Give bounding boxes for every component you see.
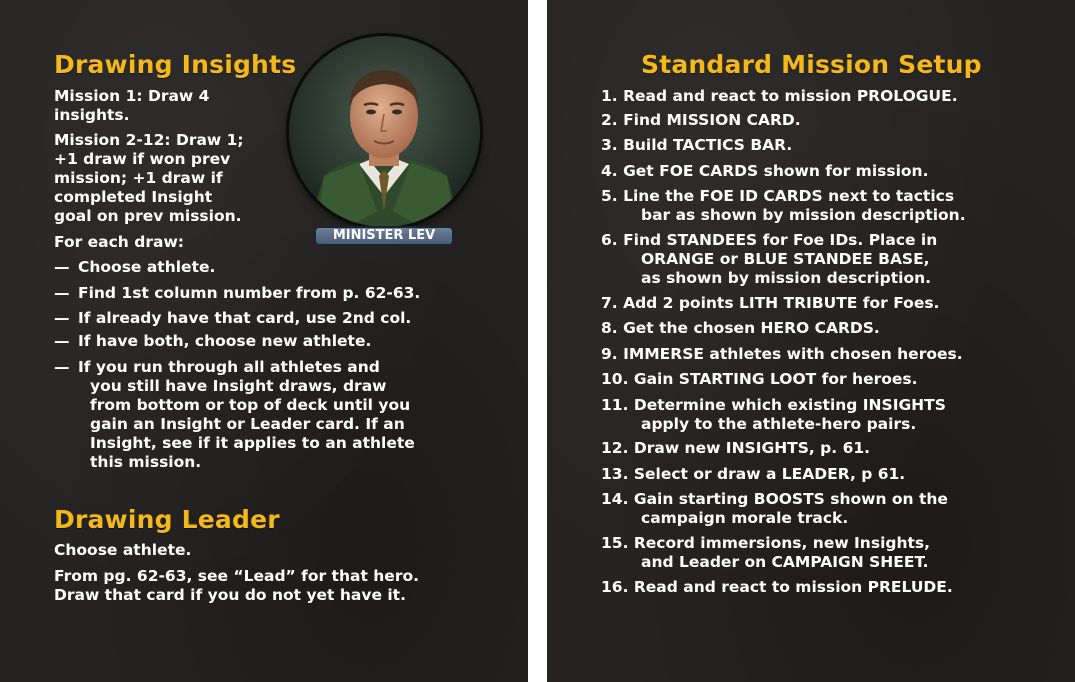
dash-marker: — — [54, 332, 70, 350]
list-item-text: from bottom or top of deck until you — [90, 396, 411, 414]
step-text: 12. Draw new INSIGHTS, p. 61. — [601, 439, 871, 457]
left-card — [0, 0, 528, 682]
standard-mission-setup-heading: Standard Mission Setup — [641, 50, 982, 79]
leader-line1: Choose athlete. — [54, 541, 192, 559]
list-item-text: If already have that card, use 2nd col. — [78, 309, 412, 327]
mission2-line4: completed Insight — [54, 188, 213, 206]
step-text: 9. IMMERSE athletes with chosen heroes. — [601, 345, 963, 363]
step-text: 4. Get FOE CARDS shown for mission. — [601, 162, 929, 180]
list-item-text: gain an Insight or Leader card. If an — [90, 415, 405, 433]
for-each-draw: For each draw: — [54, 233, 184, 251]
setup-step-3 — [601, 136, 1071, 155]
list-item — [54, 284, 514, 303]
setup-step-16 — [601, 578, 1071, 597]
step-text: 15. Record immersions, new Insights, — [601, 534, 931, 552]
leader-line3: Draw that card if you do not yet have it. — [54, 586, 406, 604]
mission2-line3: mission; +1 draw if — [54, 169, 223, 187]
dash-marker: — — [54, 309, 70, 327]
setup-step-13 — [601, 465, 1071, 484]
dash-marker: — — [54, 358, 70, 376]
setup-step-2 — [601, 111, 1071, 130]
step-text: apply to the athlete-hero pairs. — [641, 415, 917, 433]
step-text: 14. Gain starting BOOSTS shown on the — [601, 490, 948, 508]
mission1-line2: insights. — [54, 106, 130, 124]
setup-step-6 — [601, 231, 1071, 288]
right-card — [547, 0, 1075, 682]
list-item-text: If have both, choose new athlete. — [78, 332, 372, 350]
drawing-insights-heading: Drawing Insights — [54, 50, 297, 79]
leader-line2: From pg. 62-63, see “Lead” for that hero. — [54, 567, 419, 585]
setup-step-5 — [601, 187, 1071, 225]
step-text: campaign morale track. — [641, 509, 849, 527]
mission1-line1: Mission 1: Draw 4 — [54, 87, 210, 105]
step-text: 10. Gain STARTING LOOT for heroes. — [601, 370, 918, 388]
setup-step-10 — [601, 370, 1071, 389]
step-text: 3. Build TACTICS BAR. — [601, 136, 793, 154]
mission2-line1: Mission 2-12: Draw 1; — [54, 131, 244, 149]
setup-step-1 — [601, 87, 1071, 106]
setup-step-7 — [601, 294, 1071, 313]
list-item-text: Find 1st column number from p. 62-63. — [78, 284, 421, 302]
step-text: ORANGE or BLUE STANDEE BASE, — [641, 250, 930, 268]
setup-step-4 — [601, 162, 1071, 181]
list-item — [54, 332, 514, 351]
step-text: and Leader on CAMPAIGN SHEET. — [641, 553, 929, 571]
step-text: 16. Read and react to mission PRELUDE. — [601, 578, 953, 596]
step-text: 5. Line the FOE ID CARDS next to tactics — [601, 187, 955, 205]
step-text: 8. Get the chosen HERO CARDS. — [601, 319, 880, 337]
list-item — [54, 358, 524, 472]
step-text: 7. Add 2 points LITH TRIBUTE for Foes. — [601, 294, 940, 312]
setup-step-14 — [601, 490, 1071, 528]
step-text: 13. Select or draw a LEADER, p 61. — [601, 465, 906, 483]
setup-step-15 — [601, 534, 1071, 572]
step-text: 1. Read and react to mission PROLOGUE. — [601, 87, 958, 105]
step-text: 6. Find STANDEES for Foe IDs. Place in — [601, 231, 938, 249]
drawing-leader-heading: Drawing Leader — [54, 505, 280, 534]
list-item-text: you still have Insight draws, draw — [90, 377, 387, 395]
step-text: 11. Determine which existing INSIGHTS — [601, 396, 946, 414]
dash-marker: — — [54, 258, 70, 276]
step-text: as shown by mission description. — [641, 269, 932, 287]
mission2-line5: goal on prev mission. — [54, 207, 242, 225]
setup-step-8 — [601, 319, 1071, 338]
minister-lev-name-badge: MINISTER LEV — [314, 226, 454, 246]
setup-step-11 — [601, 396, 1071, 434]
minister-lev-portrait — [289, 36, 480, 227]
step-text: bar as shown by mission description. — [641, 206, 966, 224]
list-item-text: this mission. — [90, 453, 202, 471]
list-item-text: Insight, see if it applies to an athlete — [90, 434, 415, 452]
list-item — [54, 309, 514, 328]
step-text: 2. Find MISSION CARD. — [601, 111, 801, 129]
list-item-text: If you run through all athletes and — [78, 358, 380, 376]
list-item-text: Choose athlete. — [78, 258, 216, 276]
setup-step-9 — [601, 345, 1071, 364]
setup-step-12 — [601, 439, 1071, 458]
list-item — [54, 258, 514, 277]
mission2-line2: +1 draw if won prev — [54, 150, 231, 168]
dash-marker: — — [54, 284, 70, 302]
